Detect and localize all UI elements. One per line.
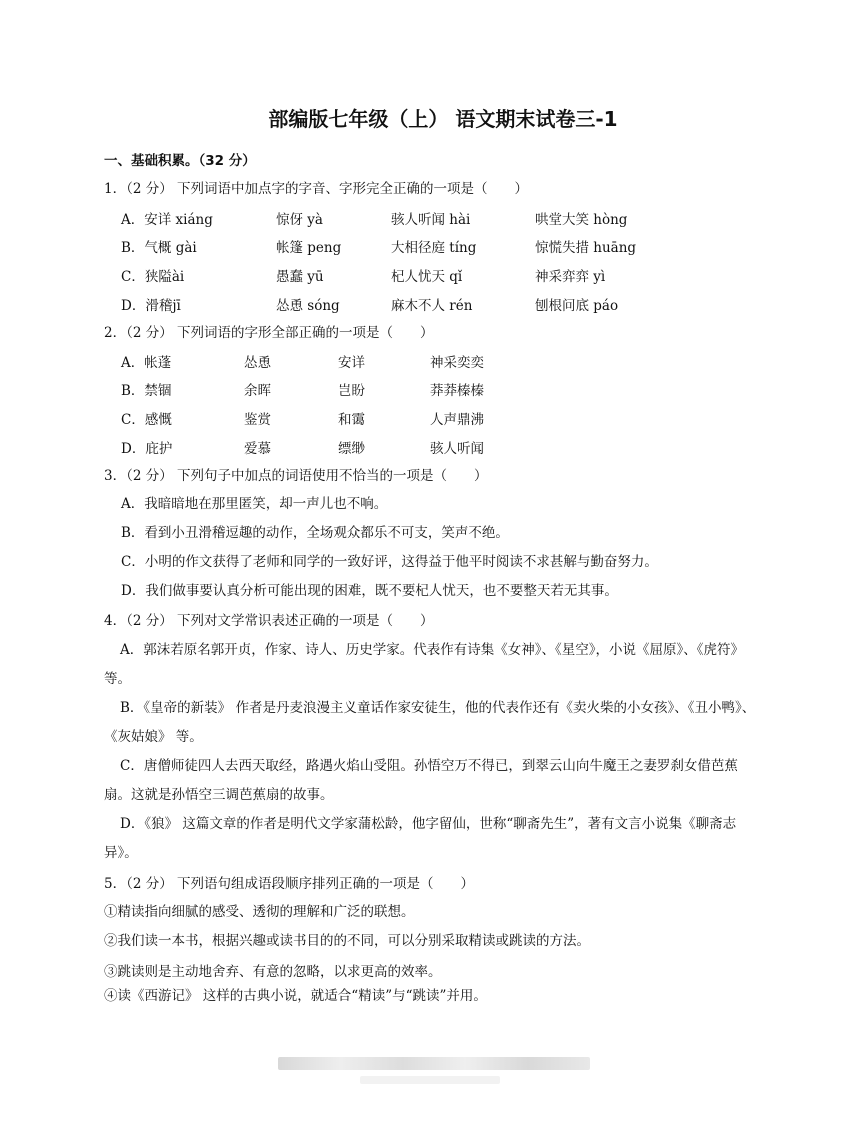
q5-line-3: ③跳读则是主动地舍弃、有意的忽略，以求更高的效率。 bbox=[104, 964, 442, 980]
q2-option-a-1: A．帐蓬 bbox=[121, 355, 172, 371]
q4-option-c: C．唐僧师徒四人去西天取经，路遇火焰山受阻。孙悟空万不得已，到翠云山向牛魔王之妻罗刹女借芭蕉扇。这就是孙悟空三调芭蕉扇的故事。 bbox=[104, 758, 738, 803]
q1-option-b-2: 帐篷 peng bbox=[276, 240, 342, 256]
q5-line-4: ④读《西游记》 这样的古典小说，就适合“精读”与“跳读”并用。 bbox=[104, 988, 487, 1004]
q4-option-a: A．郭沫若原名郭开贞，作家、诗人、历史学家。代表作有诗集《女神》、《星空》，小说《屈原》、《虎符》 等。 bbox=[104, 642, 744, 687]
q3-option-a: A．我暗暗地在那里匿笑，却一声儿也不响。 bbox=[121, 496, 388, 512]
q3-option-d: D．我们做事要认真分析可能出现的困难，既不要杞人忧天，也不要整天若无其事。 bbox=[121, 583, 618, 599]
q1-option-a-2: 惊伢 yà bbox=[276, 212, 323, 228]
q2-option-c-3: 和霭 bbox=[338, 412, 365, 428]
q4-option-d: D．《狼》 这篇文章的作者是明代文学家蒲松龄，他字留仙，世称“聊斋先生”，著有文言小说集《聊斋志异》。 bbox=[104, 816, 737, 861]
q1-option-b-3: 大相径庭 tíng bbox=[391, 240, 477, 256]
q1-option-b-1: B．气概 gài bbox=[121, 240, 197, 256]
q2-option-b-3: 岂盼 bbox=[338, 383, 365, 399]
q1-option-c-4: 神采弈弈 yì bbox=[535, 269, 606, 285]
q2-option-a-4: 神采奕奕 bbox=[430, 355, 484, 371]
q3-option-c: C．小明的作文获得了老师和同学的一致好评，这得益于他平时阅读不求甚解与勤奋努力。 bbox=[121, 554, 658, 570]
q2-option-b-2: 余晖 bbox=[244, 383, 271, 399]
q1-option-d-1: D．滑稽jī bbox=[121, 298, 181, 314]
q5-line-1: ①精读指向细腻的感受、透彻的理解和广泛的联想。 bbox=[104, 904, 415, 920]
section-heading: 一、基础积累。（32 分） bbox=[104, 153, 256, 169]
q4-option-b: B．《皇帝的新装》 作者是丹麦浪漫主义童话作家安徒生，他的代表作还有《卖火柴的小女孩》、《丑小鸭》、《灰姑娘》 等。 bbox=[104, 700, 756, 745]
q2-option-d-4: 骇人听闻 bbox=[430, 441, 484, 457]
q1-option-a-1: A．安详 xiáng bbox=[121, 212, 213, 228]
q3-option-b: B．看到小丑滑稽逗趣的动作，全场观众都乐不可支，笑声不绝。 bbox=[121, 525, 509, 541]
q1-option-c-2: 愚蠢 yū bbox=[276, 269, 324, 285]
question-2-stem: 2．（2 分） 下列词语的字形全部正确的一项是（ ） bbox=[104, 325, 434, 341]
q2-option-c-2: 鉴赏 bbox=[244, 412, 271, 428]
q1-option-a-3: 骇人听闻 hài bbox=[391, 212, 471, 228]
question-3-stem: 3．（2 分） 下列句子中加点的词语使用不恰当的一项是（ ） bbox=[104, 468, 488, 484]
q2-option-d-3: 缥缈 bbox=[338, 441, 365, 457]
q2-option-d-1: D．庇护 bbox=[121, 441, 173, 457]
q2-option-a-3: 安详 bbox=[338, 355, 365, 371]
q1-option-d-2: 怂恿 sóng bbox=[276, 298, 340, 314]
q2-option-d-2: 爱慕 bbox=[244, 441, 271, 457]
q1-option-d-4: 刨根问底 páo bbox=[535, 298, 619, 314]
question-4-stem: 4．（2 分） 下列对文学常识表述正确的一项是（ ） bbox=[104, 613, 434, 629]
q2-option-b-4: 莽莽榛榛 bbox=[430, 383, 484, 399]
question-1-stem: 1．（2 分） 下列词语中加点字的字音、字形完全正确的一项是（ ） bbox=[104, 181, 529, 197]
q2-option-c-1: C．感慨 bbox=[121, 412, 172, 428]
question-5-stem: 5．（2 分） 下列语句组成语段顺序排列正确的一项是（ ） bbox=[104, 876, 475, 892]
blurred-footer-watermark bbox=[278, 1057, 590, 1070]
q5-line-2: ②我们读一本书，根据兴趣或读书目的的不同，可以分别采取精读或跳读的方法。 bbox=[104, 933, 590, 949]
q1-option-b-4: 惊慌失措 huāng bbox=[535, 240, 637, 256]
q1-option-d-3: 麻木不人 rén bbox=[391, 298, 473, 314]
q1-option-c-1: C．狭隘ài bbox=[121, 269, 185, 285]
blurred-footer-subline bbox=[360, 1076, 500, 1084]
q2-option-a-2: 怂恿 bbox=[244, 355, 271, 371]
page-title: 部编版七年级（上） 语文期末试卷三-1 bbox=[268, 107, 618, 131]
q2-option-b-1: B．禁锢 bbox=[121, 383, 172, 399]
q1-option-a-4: 哄堂大笑 hòng bbox=[535, 212, 628, 228]
q1-option-c-3: 杞人忧天 qǐ bbox=[391, 269, 463, 285]
q2-option-c-4: 人声鼎沸 bbox=[430, 412, 484, 428]
